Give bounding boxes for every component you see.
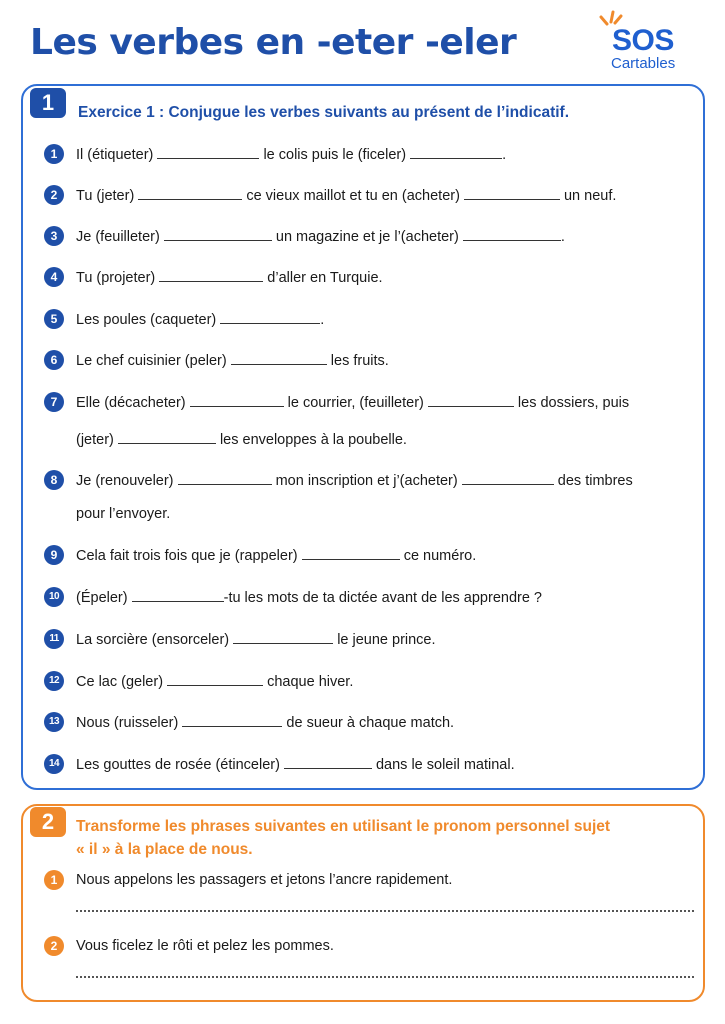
item-line [76, 309, 324, 330]
item-text: . [502, 147, 507, 163]
item-line [76, 185, 616, 206]
item-text: Cela fait trois fois que je (rappeler) [76, 548, 298, 564]
item-number: 14 [44, 754, 64, 774]
item-text: un magazine et je l’(acheter) [275, 229, 459, 245]
item-line [76, 587, 542, 608]
item-number: 7 [44, 392, 64, 412]
item-text: . [560, 229, 565, 245]
item-text: Je (feuilleter) [76, 229, 160, 245]
item-text: dans le soleil matinal. [375, 757, 515, 773]
item-text: Le chef cuisinier (peler) [76, 353, 227, 369]
answer-blank[interactable] [462, 470, 554, 485]
page-title: Les verbes en -eter -eler [30, 22, 517, 63]
answer-blank[interactable] [302, 545, 400, 560]
exercise2-number-badge: 2 [30, 807, 66, 837]
item-text: un neuf. [563, 188, 617, 204]
item-line [76, 144, 506, 165]
sos-cartables-logo [598, 10, 698, 72]
item-line [76, 545, 476, 566]
answer-blank[interactable] [231, 350, 327, 365]
item-text: le colis puis le (ficeler) [263, 147, 407, 163]
item-number: 10 [44, 587, 64, 607]
exercise2-heading-line2: « il » à la place de nous. [76, 841, 253, 858]
answer-blank[interactable] [167, 671, 263, 686]
answer-blank[interactable] [464, 185, 560, 200]
item-number: 1 [44, 144, 64, 164]
answer-blank[interactable] [182, 712, 282, 727]
answer-blank[interactable] [463, 226, 561, 241]
item-number: 12 [44, 671, 64, 691]
item-text: Nous appelons les passagers et jetons l’ancre rapidement. [76, 872, 453, 888]
item-number: 3 [44, 226, 64, 246]
item-text: ce numéro. [403, 548, 477, 564]
item-number: 13 [44, 712, 64, 732]
answer-blank[interactable] [410, 144, 502, 159]
item-number: 9 [44, 545, 64, 565]
item-text: Nous (ruisseler) [76, 715, 179, 731]
item-text: (Épeler) [76, 590, 128, 606]
item-line [76, 350, 389, 371]
logo-sos-text: SOS [612, 24, 674, 57]
answer-blank[interactable] [118, 429, 216, 444]
item-text: chaque hiver. [267, 674, 354, 690]
item-number: 4 [44, 267, 64, 287]
exercise1-number-badge: 1 [30, 88, 66, 118]
item-line [76, 267, 383, 288]
answer-blank[interactable] [190, 392, 284, 407]
item-text: les enveloppes à la poubelle. [219, 432, 407, 448]
answer-blank[interactable] [428, 392, 514, 407]
item-text: Elle (décacheter) [76, 395, 186, 411]
item-text: le courrier, (feuilleter) [287, 395, 424, 411]
item-text: de sueur à chaque match. [286, 715, 455, 731]
item-text: ce vieux maillot et tu en (acheter) [246, 188, 460, 204]
item-text: Ce lac (geler) [76, 674, 164, 690]
item-text: les dossiers, puis [517, 395, 630, 411]
answer-dotted-line[interactable] [76, 910, 694, 912]
item-text: Vous ficelez le rôti et pelez les pommes. [76, 938, 334, 954]
item-text: des timbres [557, 473, 633, 489]
item-text: pour l’envoyer. [76, 506, 171, 522]
item-line [76, 754, 515, 775]
answer-blank[interactable] [159, 267, 263, 282]
item-text: mon inscription et j’(acheter) [275, 473, 458, 489]
item-text: (jeter) [76, 432, 114, 448]
answer-blank[interactable] [220, 309, 320, 324]
item-number: 2 [44, 185, 64, 205]
item-line [76, 629, 436, 650]
exercise2-heading-line1: Transforme les phrases suivantes en utilisant le pronom personnel sujet [76, 818, 611, 835]
exercise1-heading: Exercice 1 : Conjugue les verbes suivants au présent de l’indicatif. [78, 104, 570, 121]
logo-cartables-text: Cartables [611, 55, 676, 72]
answer-blank[interactable] [233, 629, 333, 644]
item-line [76, 392, 629, 413]
item-number: 8 [44, 470, 64, 490]
item-text: Je (renouveler) [76, 473, 174, 489]
item-text: les fruits. [330, 353, 389, 369]
exercise2-heading [76, 815, 686, 861]
item-text: Tu (jeter) [76, 188, 135, 204]
item-line [76, 226, 565, 247]
item-text: Tu (projeter) [76, 270, 156, 286]
item-number: 2 [44, 936, 64, 956]
item-line [76, 712, 454, 733]
item-text: d’aller en Turquie. [267, 270, 383, 286]
item-text: le jeune prince. [337, 632, 436, 648]
item-line [76, 671, 353, 692]
item-text: Les poules (caqueter) [76, 312, 217, 328]
answer-blank[interactable] [284, 754, 372, 769]
item-line [76, 470, 633, 491]
item-text: La sorcière (ensorceler) [76, 632, 230, 648]
item-text: -tu les mots de ta dictée avant de les apprendre ? [223, 590, 542, 606]
answer-blank[interactable] [157, 144, 259, 159]
item-text: Il (étiqueter) [76, 147, 154, 163]
item-number: 6 [44, 350, 64, 370]
item-line-continued [76, 429, 407, 450]
item-text: Les gouttes de rosée (étinceler) [76, 757, 280, 773]
item-number: 1 [44, 870, 64, 890]
item-number: 5 [44, 309, 64, 329]
answer-dotted-line[interactable] [76, 976, 694, 978]
answer-blank[interactable] [164, 226, 272, 241]
item-line-continued [76, 504, 170, 524]
item-number: 11 [44, 629, 64, 649]
answer-blank[interactable] [132, 587, 224, 602]
item-text: . [320, 312, 325, 328]
answer-blank[interactable] [138, 185, 242, 200]
answer-blank[interactable] [178, 470, 272, 485]
